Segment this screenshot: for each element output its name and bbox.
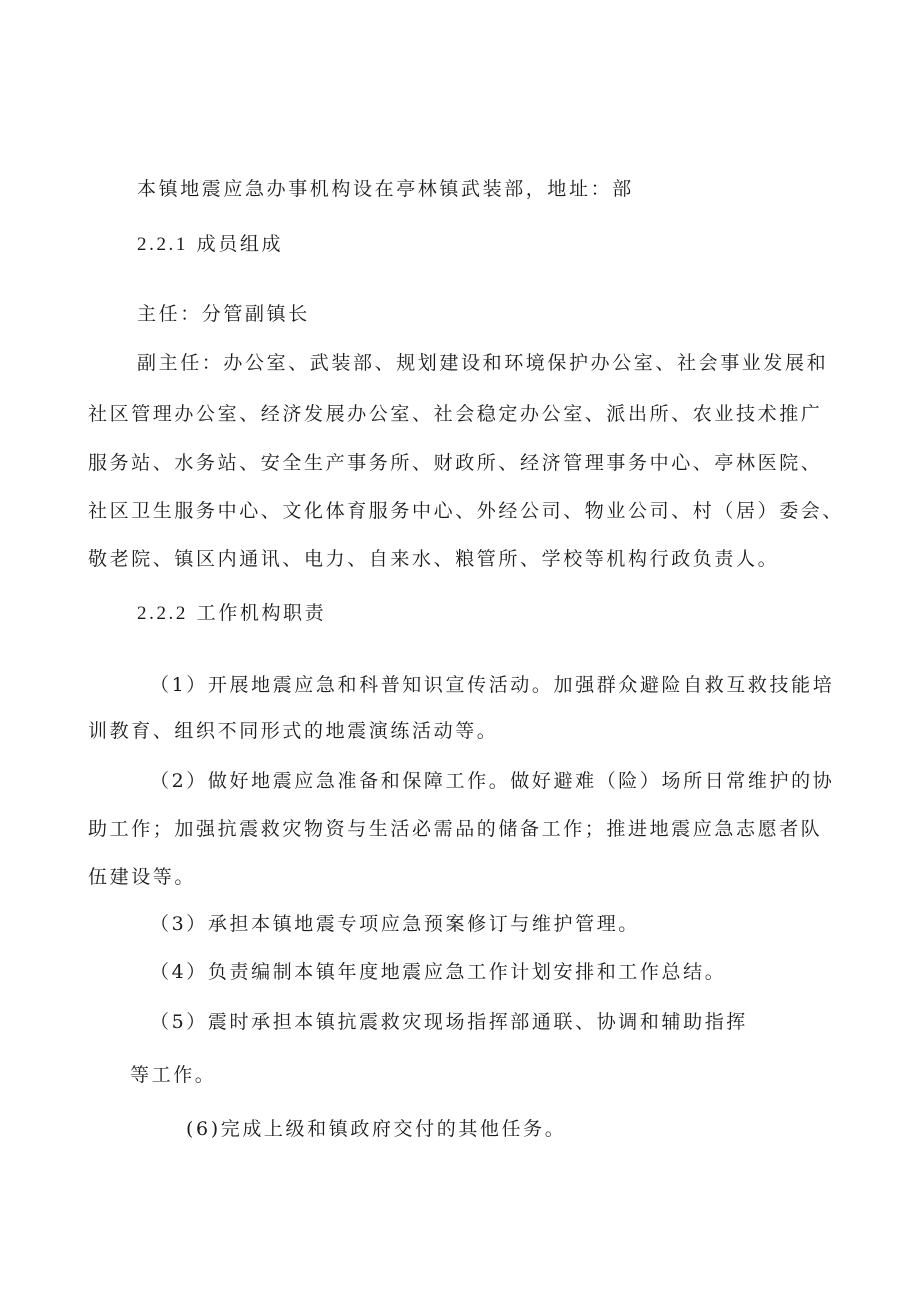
deputy-line: 社区管理办公室、经济发展办公室、社会稳定办公室、派出所、农业技术推广: [88, 403, 823, 425]
deputy-line: 服务站、水务站、安全生产事务所、财政所、经济管理事务中心、亭林医院、: [88, 452, 823, 474]
duty-item-line: 等工作。: [130, 1064, 217, 1086]
intro-paragraph: 本镇地震应急办事机构设在亭林镇武装部，地址：部: [137, 178, 634, 200]
duty-item-line: 伍建设等。: [88, 866, 197, 888]
section-number: 2.2.1: [137, 234, 188, 255]
section-number: 2.2.2: [137, 603, 188, 624]
section-221-heading: [137, 231, 283, 258]
section-title: 工作机构职责: [196, 602, 327, 624]
director-line: 主任：分管副镇长: [137, 303, 310, 325]
duty-item-line: 助工作；加强抗震救灾物资与生活必需品的储备工作；推进地震应急志愿者队: [88, 818, 823, 840]
duty-item-line: （1）开展地震应急和科普知识宣传活动。加强群众避险自救互救技能培: [150, 674, 835, 696]
section-title: 成员组成: [196, 233, 284, 255]
deputy-line: 社区卫生服务中心、文化体育服务中心、外经公司、物业公司、村（居）委会、: [88, 500, 845, 522]
deputy-line: 敬老院、镇区内通讯、电力、自来水、粮管所、学校等机构行政负责人。: [88, 548, 780, 570]
duty-item-line: （4）负责编制本镇年度地震应急工作计划安排和工作总结。: [150, 961, 727, 983]
section-222-heading: [137, 600, 326, 627]
duty-item-line: （3）承担本镇地震专项应急预案修订与维护管理。: [150, 913, 640, 935]
duty-item-line: （2）做好地震应急准备和保障工作。做好避难（险）场所日常维护的协: [150, 770, 835, 792]
duty-item-line: (6)完成上级和镇政府交付的其他任务。: [186, 1118, 567, 1140]
deputy-line: 副主任：办公室、武装部、规划建设和环境保护办公室、社会事业发展和: [137, 352, 829, 374]
duty-item-line: 训教育、组织不同形式的地震演练活动等。: [88, 720, 499, 742]
duty-item-line: （5）震时承担本镇抗震救灾现场指挥部通联、协调和辅助指挥: [150, 1011, 748, 1033]
